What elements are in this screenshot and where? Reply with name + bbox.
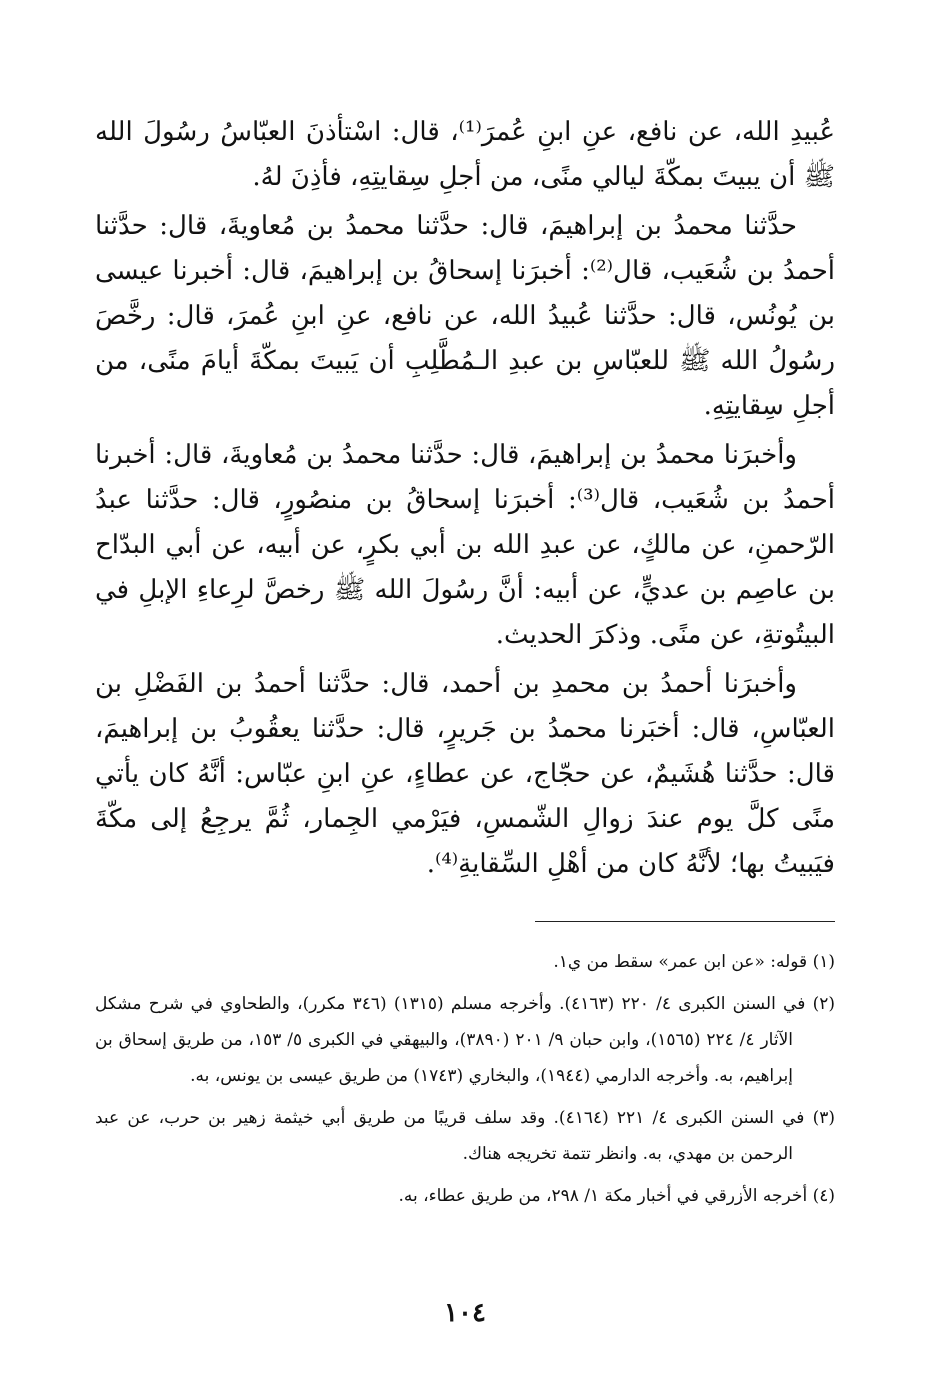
footnote-3: (٣) في السنن الكبرى ٤/ ٢٢١ (٤١٦٤). وقد سلف قريبًا من طريق أبي خيثمة زهير بن حرب، عن عبد الرحمن بن مهدي، به. وانظر تتمة تخريجه هناك. — [95, 1108, 835, 1164]
main-text — [95, 110, 835, 887]
paragraph-1: عُبيدِ الله، عن نافع، عنِ ابنِ عُمرَ⁽¹⁾، قال: اسْتأذنَ العبّاسُ رسُولَ الله ﷺ أن يبيتَ بمكّةَ ليالي منًى، من أجلِ سِقايتِهِ، فأذِنَ لهُ. — [95, 117, 835, 192]
footnote-4: (٤) أخرجه الأزرقي في أخبار مكة ١/ ٢٩٨، من طريق عطاء، به. — [398, 1186, 835, 1206]
paragraph-3: وأخبرَنا محمدُ بن إبراهيمَ، قال: حدَّثنا محمدُ بن مُعاويةَ، قال: أخبرنا أحمدُ بن شُعَيب، قال⁽³⁾: أخبرَنا إسحاقُ بن منصُورٍ، قال: حدَّثنا عبدُ الرّحمنِ، عن مالكٍ، عن عبدِ الله بن أبي بكرٍ، عن أبيه، عن أبي البدّاح بن عاصِم بن عديٍّ، عن أبيه: أنَّ رسُولَ الله ﷺ رخصَّ لرِعاءِ الإبلِ في البيتُوتةِ، عن منًى. وذكرَ الحديث. — [95, 440, 835, 650]
footnotes — [95, 944, 835, 1214]
footnote-1: (١) قوله: «عن ابن عمر» سقط من ي١. — [553, 952, 835, 972]
footnote-2: (٢) في السنن الكبرى ٤/ ٢٢٠ (٤١٦٣). وأخرجه مسلم (١٣١٥) (٣٤٦ مكرر)، والطحاوي في شرح مشكل الآثار ٤/ ٢٢٤ (١٥٦٥)، وابن حبان ٩/ ٢٠١ (٣٨٩٠)، والبيهقي في الكبرى ٥/ ١٥٣، من طريق إسحاق بن إبراهيم، به. وأخرجه الدارمي (١٩٤٤)، والبخاري (١٧٤٣) من طريق عيسى بن يونس، به. — [95, 994, 835, 1086]
page-content — [95, 110, 835, 1220]
paragraph-4: وأخبرَنا أحمدُ بن محمدِ بن أحمد، قال: حدَّثنا أحمدُ بن الفَضْلِ بن العبّاسِ، قال: أخبَرنا محمدُ بن جَريرٍ، قال: حدَّثنا يعقُوبُ بن إبراهيمَ، قال: حدَّثنا هُشَيمٌ، عن حجّاج، عن عطاءٍ، عنِ ابنِ عبّاس: أنَّهُ كان يأتي منًى كلَّ يوم عندَ زوالِ الشّمسِ، فيَرْمي الجِمار، ثُمَّ يرجِعُ إلى مكّةَ فيَبيتُ بها؛ لأنَّهُ كان من أهْلِ السِّقايةِ⁽⁴⁾. — [95, 669, 835, 879]
footnote-divider — [535, 921, 835, 922]
page-number: ١٠٤ — [444, 1298, 486, 1328]
paragraph-2: حدَّثنا محمدُ بن إبراهيمَ، قال: حدَّثنا محمدُ بن مُعاويةَ، قال: حدَّثنا أحمدُ بن شُعَيب، قال⁽²⁾: أخبرَنا إسحاقُ بن إبراهيمَ، قال: أخبرنا عيسى بن يُونُس، قال: حدَّثنا عُبيدُ الله، عن نافع، عنِ ابنِ عُمرَ، قال: رخَّصَ رسُولُ الله ﷺ للعبّاسِ بن عبدِ الـمُطَّلِبِ أن يَبيتَ بمكّةَ أيامَ منًى، من أجلِ سِقايتِهِ. — [95, 211, 835, 421]
